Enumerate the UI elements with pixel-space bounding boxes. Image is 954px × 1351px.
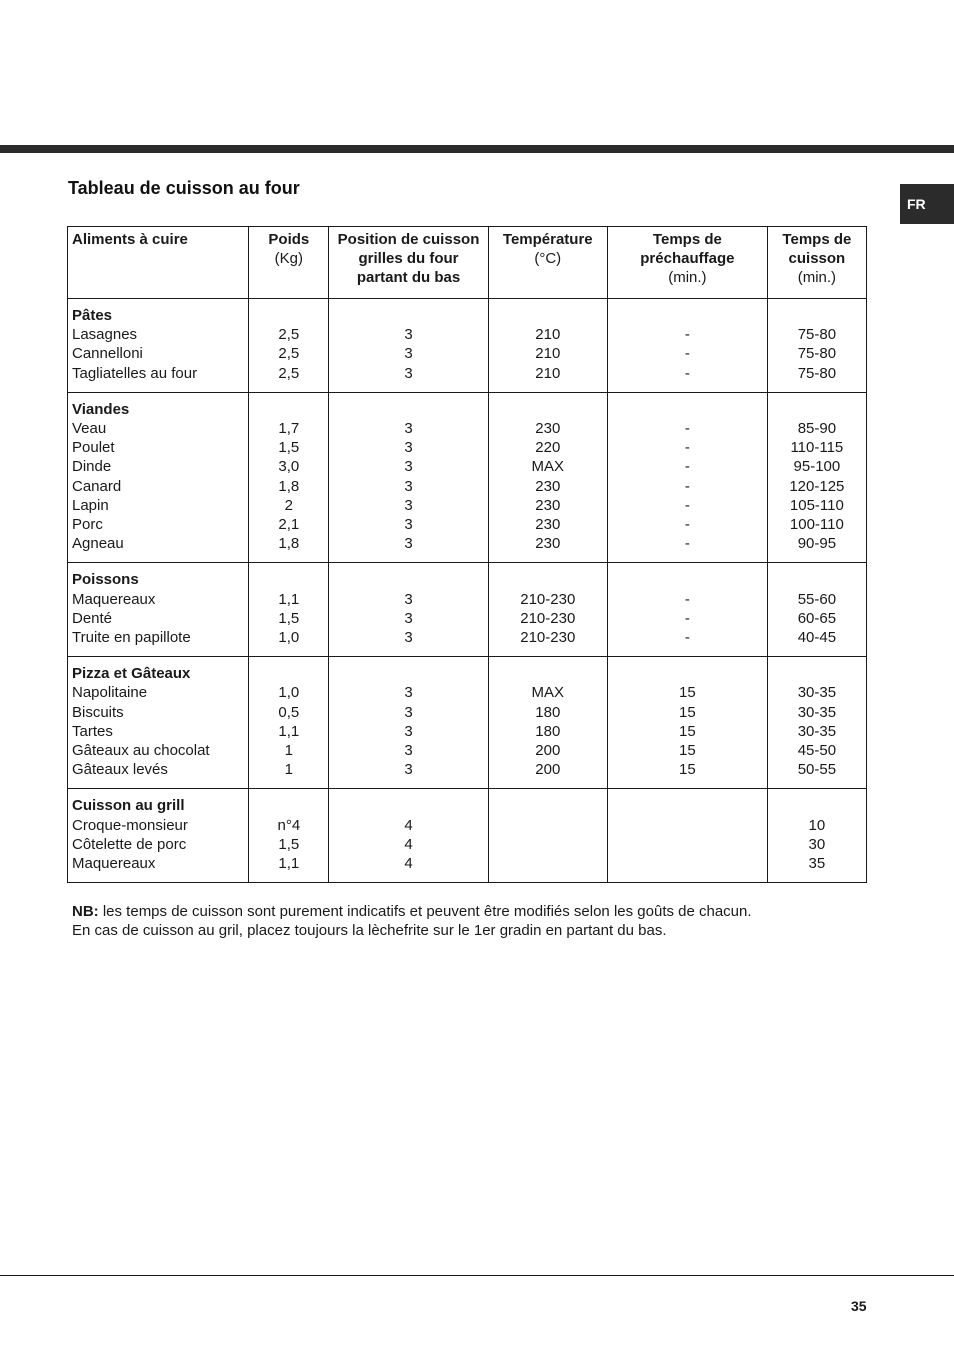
header-label: grilles du four: [358, 250, 459, 268]
food-cell: [68, 299, 249, 393]
cell-value: 45-50: [797, 742, 837, 760]
cell-value: Porc: [72, 516, 103, 534]
weight-cell: [249, 563, 329, 657]
cell-value: -: [684, 629, 690, 647]
cell-value: 3: [404, 477, 413, 495]
group-name: Pâtes: [72, 307, 113, 324]
cell-value: Maquereaux: [72, 590, 156, 608]
cell-value: 40-45: [797, 629, 837, 647]
cell-value: 55-60: [797, 590, 837, 608]
cell-value: 75-80: [797, 364, 837, 382]
table-header-row: [68, 227, 867, 299]
cell-value: 35: [808, 855, 826, 873]
food-cell: [68, 392, 249, 563]
time-cell: [767, 789, 866, 883]
cell-value: 1,0: [278, 629, 300, 647]
cell-value: 30-35: [797, 703, 837, 721]
header-unit: (min.): [797, 269, 837, 287]
cell-value: Canard: [72, 477, 122, 495]
cell-value: 210: [535, 345, 561, 363]
temperature-cell: [488, 563, 607, 657]
top-bar: [0, 145, 954, 153]
cell-value: Poulet: [72, 439, 115, 457]
cell-value: -: [684, 364, 690, 382]
weight-cell: [249, 392, 329, 563]
cell-value: 210-230: [520, 590, 576, 608]
cell-value: 3: [404, 684, 413, 702]
cell-value: n°4: [277, 816, 301, 834]
header-label: Aliments à cuire: [72, 231, 188, 248]
weight-cell: [249, 299, 329, 393]
cell-value: 3: [404, 761, 413, 779]
cell-value: 1,0: [278, 684, 300, 702]
cell-value: 4: [404, 855, 413, 873]
cell-value: -: [684, 477, 690, 495]
header-label: cuisson: [788, 250, 846, 268]
cell-value: 3: [404, 496, 413, 514]
note: [72, 902, 752, 940]
cooking-table: [67, 226, 867, 883]
temperature-cell: [488, 392, 607, 563]
column-header: [488, 227, 607, 299]
column-header: [68, 227, 249, 299]
cell-value: 15: [679, 703, 696, 721]
cell-value: -: [684, 458, 690, 476]
cell-value: 200: [535, 761, 561, 779]
cell-value: 4: [404, 835, 413, 853]
cell-value: Agneau: [72, 535, 124, 553]
language-tab: FR: [900, 184, 954, 224]
cell-value: Dinde: [72, 458, 112, 476]
cell-value: 105-110: [789, 496, 844, 514]
preheat-cell: [608, 789, 768, 883]
cell-value: Napolitaine: [72, 684, 148, 702]
cell-value: 1,1: [278, 722, 300, 740]
temperature-cell: [488, 299, 607, 393]
cell-value: [608, 816, 767, 835]
cell-value: Gâteaux au chocolat: [72, 742, 210, 760]
time-cell: [767, 563, 866, 657]
cell-value: 3: [404, 458, 413, 476]
cell-value: 15: [679, 722, 696, 740]
cell-value: Biscuits: [72, 703, 124, 721]
cell-value: 1,5: [278, 835, 300, 853]
table-row: [68, 789, 867, 883]
note-line-2: En cas de cuisson au gril, placez toujours la lèchefrite sur le 1er gradin en partant du bas.: [72, 922, 667, 939]
cell-value: 4: [404, 816, 413, 834]
preheat-cell: [608, 563, 768, 657]
cell-value: -: [684, 420, 690, 437]
cell-value: -: [684, 496, 690, 514]
cell-value: [608, 854, 767, 873]
cell-value: 210: [535, 364, 561, 382]
cell-value: 3,0: [278, 458, 300, 476]
cell-value: 3: [404, 535, 413, 553]
cell-value: 10: [808, 816, 826, 834]
cell-value: 3: [404, 742, 413, 760]
time-cell: [767, 299, 866, 393]
cell-value: -: [684, 609, 690, 627]
cell-value: -: [684, 439, 690, 457]
cell-value: 60-65: [797, 609, 837, 627]
cell-value: 1,5: [278, 439, 300, 457]
cell-value: 2,5: [278, 345, 300, 363]
column-header: [767, 227, 866, 299]
cell-value: 3: [404, 516, 413, 534]
cell-value: Gâteaux levés: [72, 761, 168, 779]
food-cell: [68, 789, 249, 883]
cell-value: 3: [404, 420, 413, 437]
cell-value: [608, 835, 767, 854]
cell-value: 3: [404, 439, 413, 457]
cell-value: [489, 854, 607, 873]
cell-value: MAX: [531, 684, 565, 702]
cell-value: 210: [535, 326, 561, 344]
cell-value: 2,5: [278, 364, 300, 382]
note-label: NB:: [72, 903, 99, 920]
cell-value: 95-100: [793, 458, 841, 476]
cell-value: 3: [404, 629, 413, 647]
time-cell: [767, 657, 866, 789]
cell-value: Veau: [72, 420, 107, 438]
cell-value: 3: [404, 590, 413, 608]
position-cell: [329, 789, 488, 883]
cell-value: 220: [535, 439, 561, 457]
cell-value: Tartes: [72, 722, 113, 740]
cell-value: Tagliatelles au four: [72, 364, 198, 382]
cell-value: 50-55: [797, 761, 837, 779]
table-row: [68, 657, 867, 789]
cell-value: 75-80: [797, 326, 837, 344]
cell-value: 75-80: [797, 345, 837, 363]
cell-value: 2,1: [278, 516, 300, 534]
cell-value: 85-90: [797, 420, 837, 437]
group-name: Cuisson au grill: [72, 797, 185, 815]
cell-value: 230: [535, 477, 561, 495]
cell-value: Cannelloni: [72, 345, 143, 363]
cell-value: Croque-monsieur: [72, 816, 188, 834]
cell-value: 1,1: [278, 590, 300, 608]
position-cell: [329, 657, 488, 789]
cell-value: 210-230: [520, 609, 576, 627]
cell-value: 30: [808, 835, 826, 853]
table-row: [68, 299, 867, 393]
table-row: [68, 392, 867, 563]
bottom-rule: [0, 1275, 954, 1276]
preheat-cell: [608, 392, 768, 563]
preheat-cell: [608, 657, 768, 789]
header-label: Temps de: [782, 231, 852, 248]
table-row: [68, 563, 867, 657]
cell-value: [489, 835, 607, 854]
cell-value: 30-35: [797, 684, 837, 702]
cell-value: 180: [535, 703, 561, 721]
cell-value: Côtelette de porc: [72, 835, 187, 853]
time-cell: [767, 392, 866, 563]
cell-value: 3: [404, 703, 413, 721]
cell-value: 110-115: [790, 439, 844, 457]
temperature-cell: [488, 789, 607, 883]
cell-value: -: [684, 535, 690, 553]
cell-value: 3: [404, 609, 413, 627]
cell-value: 2,5: [278, 326, 300, 344]
cell-value: 1: [284, 742, 294, 760]
cell-value: 1,7: [278, 420, 300, 437]
temperature-cell: [488, 657, 607, 789]
cell-value: Maquereaux: [72, 855, 156, 873]
cell-value: 230: [535, 516, 561, 534]
cell-value: 230: [535, 420, 561, 437]
group-name: Poissons: [72, 571, 139, 589]
cell-value: 90-95: [797, 535, 837, 553]
cell-value: [489, 816, 607, 835]
cell-value: 3: [404, 364, 413, 382]
column-header: [249, 227, 329, 299]
cell-value: 100-110: [789, 516, 844, 534]
group-name: Pizza et Gâteaux: [72, 665, 191, 683]
cell-value: 30-35: [797, 722, 837, 740]
cell-value: MAX: [531, 458, 565, 476]
cell-value: 1,1: [278, 855, 300, 873]
header-unit: (°C): [534, 250, 562, 268]
cell-value: 15: [679, 742, 696, 760]
cell-value: 200: [535, 742, 561, 760]
position-cell: [329, 563, 488, 657]
header-unit: (min.): [668, 269, 707, 287]
page-title: Tableau de cuisson au four: [68, 178, 300, 198]
cell-value: 1: [284, 761, 294, 779]
cell-value: 3: [404, 722, 413, 740]
column-header: [608, 227, 768, 299]
header-label: partant du bas: [356, 269, 461, 287]
cell-value: 1,8: [278, 535, 300, 553]
cell-value: 230: [535, 535, 561, 553]
page-number: 35: [851, 1298, 867, 1314]
cell-value: -: [684, 590, 690, 608]
cell-value: 0,5: [278, 703, 300, 721]
food-cell: [68, 563, 249, 657]
cell-value: 15: [679, 761, 696, 779]
weight-cell: [249, 789, 329, 883]
header-label: Température: [502, 231, 593, 248]
cell-value: 1,8: [278, 477, 300, 495]
position-cell: [329, 299, 488, 393]
header-label: Temps de: [652, 231, 722, 248]
cell-value: 15: [679, 684, 696, 702]
cell-value: 210-230: [520, 629, 576, 647]
header-label: préchauffage: [640, 250, 735, 268]
group-name: Viandes: [72, 400, 130, 418]
food-cell: [68, 657, 249, 789]
header-unit: (Kg): [274, 250, 304, 268]
weight-cell: [249, 657, 329, 789]
cell-value: Lasagnes: [72, 326, 138, 344]
cell-value: -: [684, 326, 690, 344]
position-cell: [329, 392, 488, 563]
header-label: Poids: [268, 231, 310, 248]
cell-value: -: [684, 516, 690, 534]
cell-value: -: [684, 345, 690, 363]
cell-value: 3: [404, 345, 413, 363]
cell-value: 3: [404, 326, 413, 344]
header-label: Position de cuisson: [337, 231, 480, 248]
cell-value: 180: [535, 722, 561, 740]
preheat-cell: [608, 299, 768, 393]
cell-value: 2: [284, 496, 294, 514]
cell-value: Lapin: [72, 496, 109, 514]
cell-value: Truite en papillote: [72, 629, 191, 647]
note-line-1: les temps de cuisson sont purement indicatifs et peuvent être modifiés selon les goûts de chacun.: [98, 903, 752, 920]
cell-value: Denté: [72, 609, 113, 627]
cell-value: 120-125: [789, 477, 845, 495]
cell-value: 1,5: [278, 609, 300, 627]
cell-value: 230: [535, 496, 561, 514]
column-header: [329, 227, 488, 299]
